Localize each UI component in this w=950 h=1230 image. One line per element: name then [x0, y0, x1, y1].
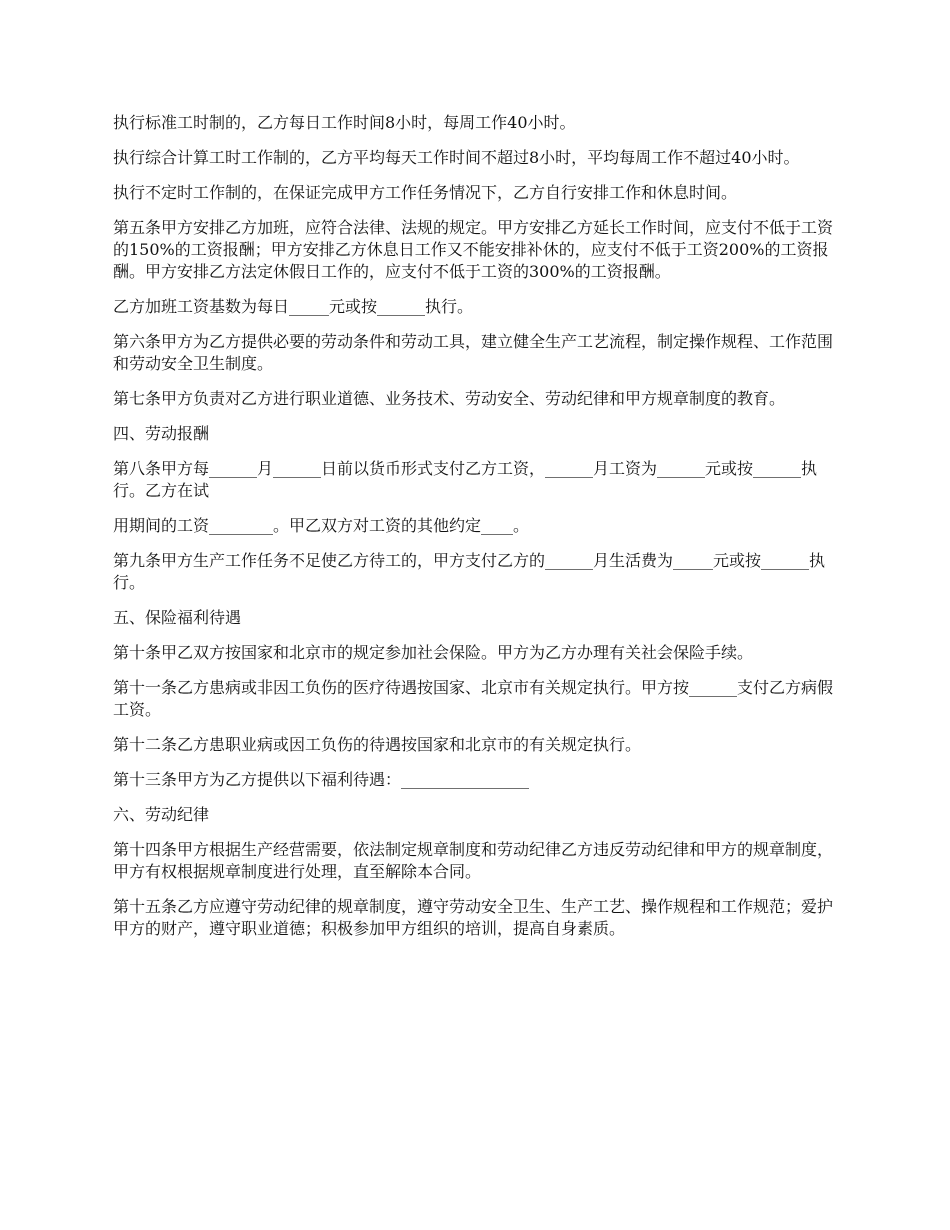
paragraph-article-13: 第十三条甲方为乙方提供以下福利待遇：________________ [113, 770, 530, 789]
paragraph-probation-wage: 用期间的工资________。甲乙双方对工资的其他约定____。 [113, 516, 530, 535]
paragraph-standard-hours: 执行标准工时制的，乙方每日工作时间8小时，每周工作40小时。 [113, 113, 576, 132]
paragraph-article-7: 第七条甲方负责对乙方进行职业道德、业务技术、劳动安全、劳动纪律和甲方规章制度的教育。 [113, 389, 786, 408]
section-heading-insurance: 五、保险福利待遇 [113, 608, 242, 627]
paragraph-article-12: 第十二条乙方患职业病或因工负伤的待遇按国家和北京市的有关规定执行。 [113, 735, 642, 754]
paragraph-article-14: 第十四条甲方根据生产经营需要，依法制定规章制度和劳动纪律乙方违反劳动纪律和甲方的规章制度，甲方有权根据规章制度进行处理，直至解除本合同。 [113, 840, 834, 881]
paragraph-overtime-base: 乙方加班工资基数为每日_____元或按______执行。 [113, 297, 474, 316]
paragraph-article-8: 第八条甲方每______月______日前以货币形式支付乙方工资，______月工资为______元或按______执行。乙方在试 [113, 459, 818, 500]
section-heading-discipline: 六、劳动纪律 [113, 805, 210, 824]
paragraph-article-15: 第十五条乙方应遵守劳动纪律的规章制度，遵守劳动安全卫生、生产工艺、操作规程和工作规范；爱护甲方的财产，遵守职业道德；积极参加甲方组织的培训，提高自身素质。 [113, 897, 834, 938]
section-heading-remuneration: 四、劳动报酬 [113, 424, 210, 443]
paragraph-article-10: 第十条甲乙双方按国家和北京市的规定参加社会保险。甲方为乙方办理有关社会保险手续。 [113, 643, 754, 662]
paragraph-article-11: 第十一条乙方患病或非因工负伤的医疗待遇按国家、北京市有关规定执行。甲方按______支付乙方病假工资。 [113, 678, 834, 719]
paragraph-article-5-overtime: 第五条甲方安排乙方加班，应符合法律、法规的规定。甲方安排乙方延长工作时间，应支付不低于工资的150%的工资报酬；甲方安排乙方休息日工作又不能安排补休的，应支付不低于工资200%的工资报酬。甲方安排乙方法定休假日工作的，应支付不低于工资的300%的工资报酬。 [113, 218, 834, 281]
document-body [113, 112, 841, 953]
paragraph-article-9: 第九条甲方生产工作任务不足使乙方待工的，甲方支付乙方的______月生活费为_____元或按______执行。 [113, 551, 826, 592]
paragraph-article-6: 第六条甲方为乙方提供必要的劳动条件和劳动工具，建立健全生产工艺流程，制定操作规程、工作范围和劳动安全卫生制度。 [113, 332, 834, 373]
paragraph-comprehensive-hours: 执行综合计算工时工作制的，乙方平均每天工作时间不超过8小时，平均每周工作不超过40小时。 [113, 148, 800, 167]
paragraph-flexible-hours: 执行不定时工作制的，在保证完成甲方工作任务情况下，乙方自行安排工作和休息时间。 [113, 183, 738, 202]
